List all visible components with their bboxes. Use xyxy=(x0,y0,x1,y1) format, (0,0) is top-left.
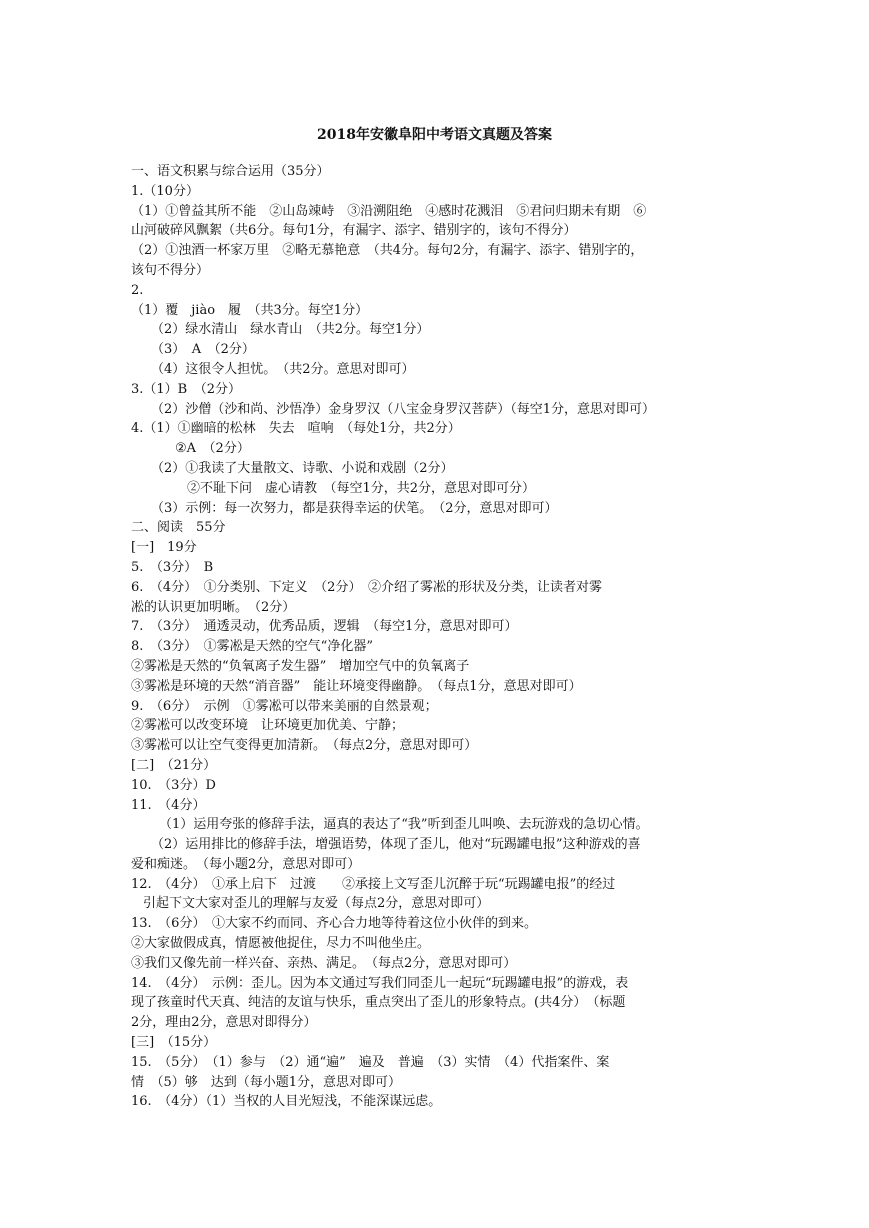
answer-line: [一] 19分 xyxy=(131,540,197,556)
answer-line: [三] （15分） xyxy=(131,1035,217,1051)
answer-line: （1）运用夸张的修辞手法，逼真的表达了“我”听到歪儿叫唤、去玩游戏的急切心情。 xyxy=(159,817,649,833)
answer-line: 14. （4分） 示例：歪儿。因为本文通过写我们同歪儿一起玩“玩踢罐电报”的游戏，表 xyxy=(131,975,629,991)
answer-line: 7. （3分） 通透灵动，优秀品质，逻辑 （每空1分，意思对即可） xyxy=(131,619,518,635)
answer-line: 6. （4分） ①分类别、下定义 （2分） ②介绍了雾凇的形状及分类，让读者对雾 xyxy=(131,579,602,595)
answer-line: 爱和痴迷。 （每小题2分，意思对即可） xyxy=(131,856,361,872)
answer-line: （3） A （2分） xyxy=(151,342,255,358)
answer-line: 引起下文大家对歪儿的理解与友爱（每点2分，意思对即可） xyxy=(143,896,490,912)
answer-line: 3.（1）B （2分） xyxy=(131,381,241,397)
answer-line: 10. （3分）D xyxy=(131,777,216,793)
answer-line: 15. （5分） （1）参与 （2）通“遍” 遍及 普遍 （3）实情 （4）代指案件、案 xyxy=(131,1054,610,1070)
answer-line: 16. （4分）（1）当权的人目光短浅，不能深谋远虑。 xyxy=(131,1094,442,1110)
answer-line: 二、阅读 55分 xyxy=(131,520,226,536)
answer-line: ②大家做假成真，情愿被他捉住，尽力不叫他坐庄。 xyxy=(131,936,431,952)
answer-line: 2分，理由2分，意思对即得分） xyxy=(131,1015,317,1031)
answer-line: ②雾凇是天然的“负氧离子发生器” 增加空气中的负氧离子 xyxy=(131,658,470,674)
document-title: 2018年安徽阜阳中考语文真题及答案 xyxy=(317,127,552,143)
answer-line: （1）①曾益其所不能 ②山岛竦峙 ③沿溯阻绝 ④感时花溅泪 ⑤君问归期未有期 ⑥ xyxy=(131,203,647,219)
answer-line: ②不耻下问 虚心请教 （每空1分，共2分，意思对即可分） xyxy=(187,480,536,496)
answer-line: 凇的认识更加明晰。 （2分） xyxy=(131,599,296,615)
answer-line: 该句不得分） xyxy=(131,262,210,278)
answer-line: 8. （3分） ①雾凇是天然的空气“净化器” xyxy=(131,639,373,655)
answer-line: 情 （5）够 达到（每小题1分，意思对即可） xyxy=(131,1074,402,1090)
answer-line: 1.（10分） xyxy=(131,183,199,199)
answer-line: 13. （6分） ①大家不约而同、齐心合力地等待着这位小伙伴的到来。 xyxy=(131,916,537,932)
answer-line: ②雾凇可以改变环境 让环境更加优美、宁静； xyxy=(131,718,405,734)
answer-line: （4）这很令人担忧。 （共2分。意思对即可） xyxy=(151,361,415,377)
answer-line: （2）①浊酒一杯家万里 ②略无慕艳意 （共4分。每句2分，有漏字、添字、错别字的， xyxy=(131,243,644,259)
answer-line: （1）覆 jiào 履 （共3分。每空1分） xyxy=(131,302,369,318)
answer-line: ③雾凇可以让空气变得更加清新。 （每点2分，意思对即可） xyxy=(131,738,478,754)
answer-line: （2）沙僧（沙和尚、沙悟净）金身罗汉（八宝金身罗汉菩萨）（每空1分，意思对即可） xyxy=(151,401,656,417)
answer-line: ③雾凇是环境的天然“消音器” 能让环境变得幽静。 （每点1分，意思对即可） xyxy=(131,678,582,694)
answer-line: 5. （3分） B xyxy=(131,559,214,575)
answer-line: 12. （4分） ①承上启下 过渡 ②承接上文写歪儿沉醉于玩“玩踢罐电报”的经过 xyxy=(131,876,616,892)
answer-body xyxy=(131,162,741,1112)
answer-line: 一、语文积累与综合运用（35分） xyxy=(131,164,330,179)
answer-line: （3）示例：每一次努力，都是获得幸运的伏笔。 （2分，意思对即可） xyxy=(151,500,558,516)
answer-line: [二] （21分） xyxy=(131,757,217,773)
answer-line: （2）①我读了大量散文、诗歌、小说和戏剧（2分） xyxy=(151,460,454,476)
answer-line: （2）运用排比的修辞手法，增强语势，体现了歪儿，他对“玩踢罐电报”这种游戏的喜 xyxy=(151,837,641,853)
answer-line: ②A （2分） xyxy=(175,441,250,457)
answer-line: 11. （4分） xyxy=(131,797,206,813)
answer-line: ③我们又像先前一样兴奋、亲热、满足。 （每点2分，意思对即可） xyxy=(131,955,517,971)
answer-line: 4.（1）①幽暗的松林 失去 喧响 （每处1分，共2分） xyxy=(131,421,461,437)
answer-line: 现了孩童时代天真、纯洁的友谊与快乐，重点突出了歪儿的形象特点。(共4分） （标题 xyxy=(131,995,626,1011)
answer-line: 9. （6分） 示例 ①雾凇可以带来美丽的自然景观； xyxy=(131,698,438,714)
answer-line: （2）绿水清山 绿水青山 （共2分。每空1分） xyxy=(151,322,430,338)
answer-line: 2. xyxy=(131,282,144,298)
answer-line: 山河破碎风飘絮（共6分。每句1分，有漏字、添字、错别字的，该句不得分） xyxy=(131,223,577,239)
